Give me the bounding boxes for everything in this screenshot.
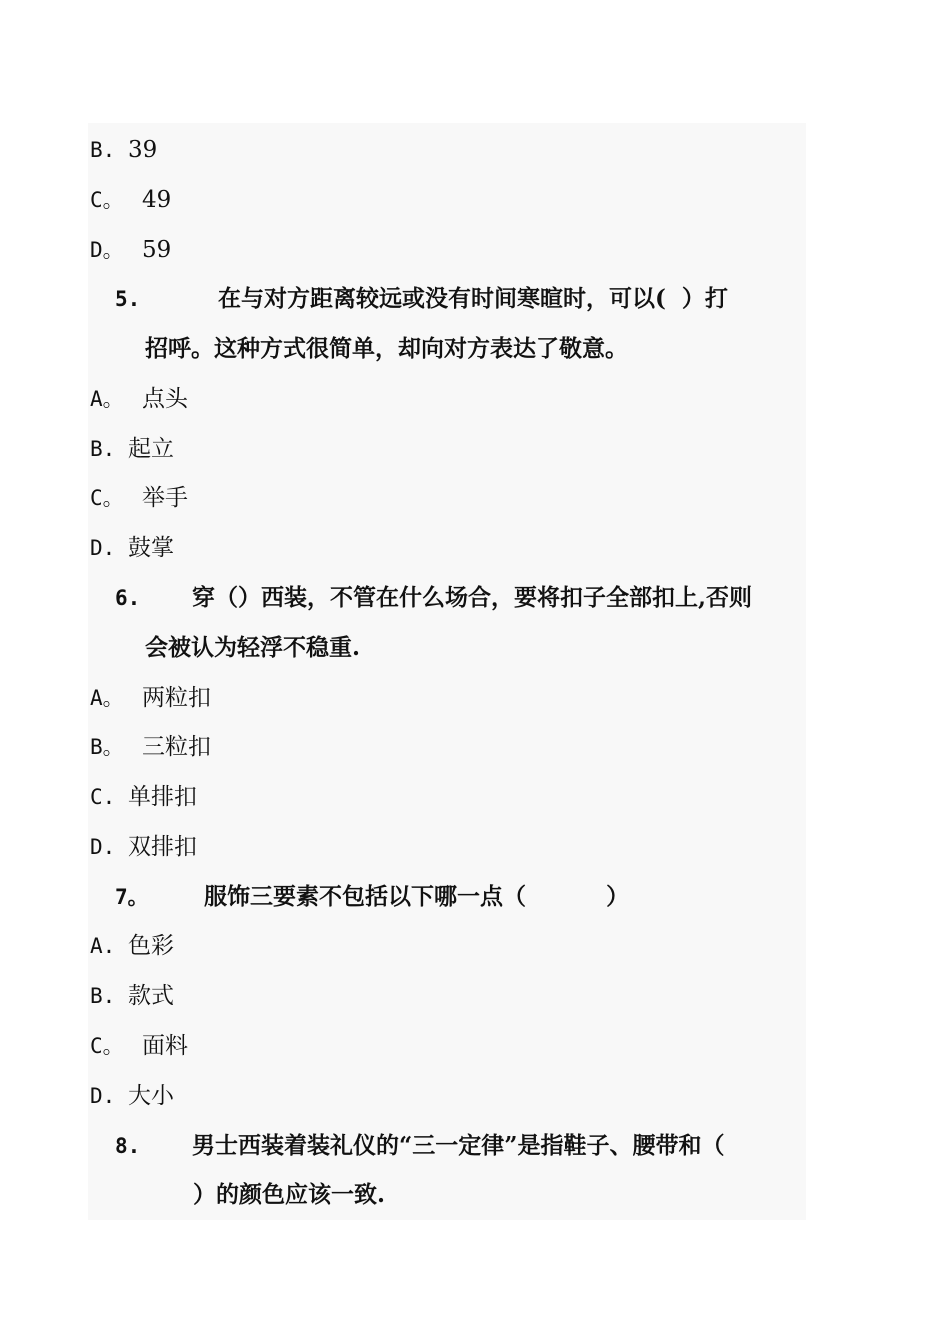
question-7-option-d [90, 1081, 174, 1111]
question-5-option-b [90, 434, 174, 464]
question-6-option-a [90, 683, 211, 713]
question-text: 男士西装着装礼仪的“三一定律”是指鞋子、腰带和（ [192, 1132, 725, 1159]
option-text: 点头 [142, 386, 188, 412]
question-text: 在与对方距离较远或没有时间寒暄时，可以( ）打 [218, 285, 728, 312]
option-text: 款式 [128, 983, 174, 1009]
question-6-continuation: 会被认为轻浮不稳重. [145, 634, 361, 661]
question-8-stem [115, 1131, 724, 1161]
question-5-stem [115, 284, 728, 314]
option-text: 大小 [128, 1083, 174, 1109]
option-d [90, 235, 171, 265]
question-5-continuation: 招呼。这种方式很简单，却向对方表达了敬意。 [145, 335, 628, 362]
question-number: 5. [115, 287, 141, 311]
question-6-option-b [90, 732, 211, 762]
option-b [90, 135, 157, 165]
page-shade-top [88, 123, 806, 272]
option-letter: B. [90, 984, 116, 1008]
question-6-stem [115, 583, 752, 613]
question-7-stem [115, 882, 629, 912]
question-8-continuation: ）的颜色应该一致. [145, 1181, 386, 1208]
option-text: 两粒扣 [142, 685, 211, 711]
option-letter: B. [90, 138, 116, 162]
option-letter: C。 [90, 1034, 124, 1058]
option-text: 面料 [142, 1033, 188, 1059]
page-shade-mid [88, 272, 806, 572]
option-letter: D. [90, 1084, 116, 1108]
option-letter: B。 [90, 735, 124, 759]
option-text: 举手 [142, 485, 188, 511]
option-letter: D。 [90, 238, 124, 262]
question-5-option-c [90, 483, 188, 513]
question-7-option-b [90, 981, 174, 1011]
option-letter: D. [90, 835, 116, 859]
option-letter: D. [90, 536, 116, 560]
option-text: 49 [142, 187, 172, 213]
option-letter: C。 [90, 188, 124, 212]
option-text: 59 [142, 237, 172, 263]
option-c [90, 185, 171, 215]
option-letter: A。 [90, 686, 124, 710]
option-text: 单排扣 [128, 784, 197, 810]
question-7-option-c [90, 1031, 188, 1061]
question-6-option-c [90, 782, 197, 812]
question-7-option-a [90, 931, 174, 961]
option-text: 色彩 [128, 933, 174, 959]
option-text: 鼓掌 [128, 535, 174, 561]
option-letter: C。 [90, 486, 124, 510]
option-letter: A。 [90, 387, 124, 411]
option-text: 39 [128, 137, 158, 163]
question-number: 8. [115, 1134, 141, 1158]
option-letter: C. [90, 785, 116, 809]
option-letter: A. [90, 934, 116, 958]
question-6-option-d [90, 832, 197, 862]
option-text: 双排扣 [128, 834, 197, 860]
option-text: 起立 [128, 436, 174, 462]
question-text: 穿（）西装，不管在什么场合，要将扣子全部扣上,否则 [192, 584, 753, 611]
question-5-option-d [90, 533, 174, 563]
question-number: 6. [115, 586, 141, 610]
question-text: 服饰三要素不包括以下哪一点（ ） [204, 883, 630, 910]
question-number: 7。 [115, 885, 149, 909]
question-5-option-a [90, 384, 188, 414]
option-letter: B. [90, 437, 116, 461]
option-text: 三粒扣 [142, 734, 211, 760]
